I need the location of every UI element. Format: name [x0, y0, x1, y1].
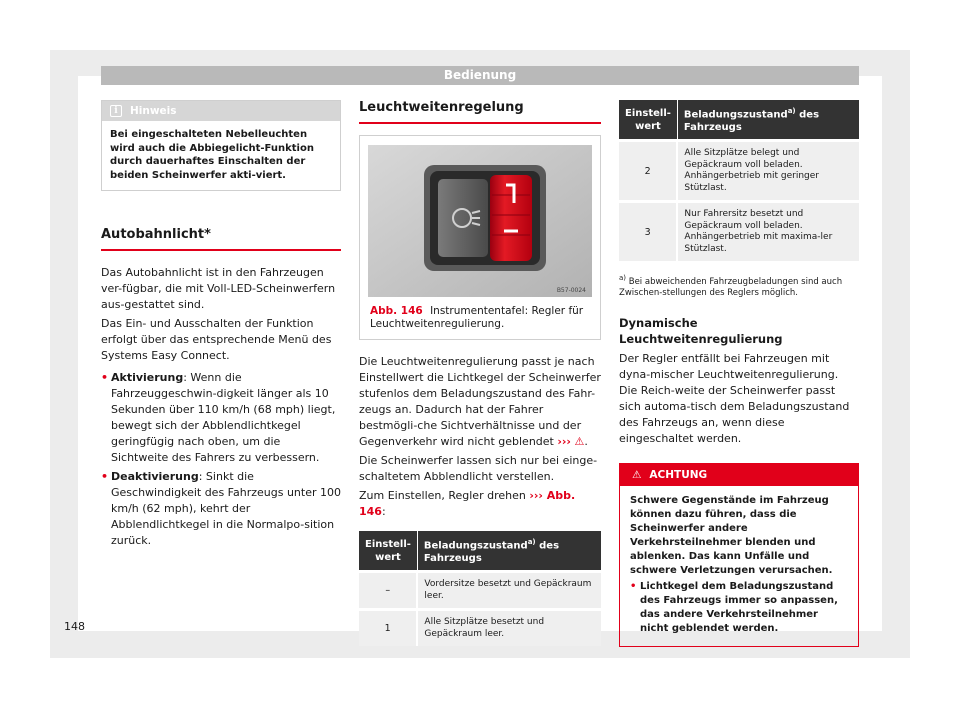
table-head-load	[417, 531, 601, 572]
warning-text2: Lichtkegel dem Beladungszustand des Fahrzeugs immer so anpassen, das andere Verkehrsteilnehmer nicht geblendet werden.	[640, 581, 838, 635]
table-cell-text: Vordersitze besetzt und Gepäckraum leer.	[417, 572, 601, 610]
bullet-deactivation-label: Deaktivierung	[111, 470, 199, 483]
table-header-row	[359, 531, 601, 572]
table-head-load-text: Beladungszustand	[683, 109, 788, 121]
figure-caption-text: Instrumententafel: Regler für Leuchtweitenregulierung.	[370, 305, 584, 330]
autobahn-para2: Das Ein- und Ausschalten der Funktion erfolgt über das entsprechende Menü des Systems Easy Connect.	[101, 317, 332, 362]
table-head-load	[677, 100, 859, 141]
warning-box	[619, 463, 859, 647]
load-table-part1	[359, 531, 601, 646]
autobahn-title: Autobahnlicht*	[101, 227, 341, 251]
leucht-para3	[359, 488, 601, 520]
table-head-load-end: des Fahrzeugs	[683, 109, 820, 134]
page-number: 148	[64, 620, 85, 633]
figure-code: B57-0024	[556, 287, 586, 294]
figure-label: Abb. 146	[370, 305, 423, 317]
note-text: Bei eingeschalteten Nebelleuchten wird auch die Abbiegelicht-Funktion durch dauerhaftes Einschalten der beiden Scheinwerfer akti-viert.	[110, 129, 314, 181]
dynamic-title: Dynamische Leuchtweitenregulierung	[619, 316, 783, 347]
table-head-load-text: Beladungszustand	[423, 540, 528, 552]
figure-caption	[360, 297, 600, 339]
table-header-row	[619, 100, 859, 141]
warning-bullet	[630, 580, 848, 636]
bullet-deactivation-text: : Sinkt die Geschwindigkeit des Fahrzeugs unter 100 km/h (62 mph), kehrt der Abblendlichtkegel in die Normalpo-sition zurück.	[111, 470, 341, 547]
bullet-deactivation	[101, 469, 341, 549]
table-cell-value: 3	[619, 202, 677, 262]
load-table-part2	[619, 100, 859, 261]
footnote-text: Bei abweichenden Fahrzeugbeladungen sind auch Zwischen-stellungen des Reglers möglich.	[619, 277, 843, 299]
table-cell-text: Alle Sitzplätze besetzt und Gepäckraum leer.	[417, 610, 601, 647]
figure-ref-link[interactable]: ››› Abb. 146	[359, 489, 576, 518]
table-head-sup: a)	[787, 107, 796, 115]
column-middle	[359, 100, 601, 646]
leucht-para3-text: Zum Einstellen, Regler drehen	[359, 489, 526, 502]
figure-image	[368, 145, 592, 297]
section-header: Bedienung	[101, 66, 859, 85]
table-head-value: Einstell-wert	[359, 531, 417, 572]
leucht-para2: Die Scheinwerfer lassen sich nur bei einge-schaltetem Abblendlicht verstellen.	[359, 454, 598, 483]
figure-146	[359, 135, 601, 340]
table-head-value: Einstell-wert	[619, 100, 677, 141]
warning-body	[620, 486, 858, 646]
warning-header	[620, 464, 858, 486]
ref-arrows[interactable]: ›››	[557, 435, 571, 448]
footnote-mark: a)	[619, 274, 627, 283]
table-row	[359, 572, 601, 610]
bullet-activation-label: Aktivierung	[111, 371, 184, 384]
leucht-title: Leuchtweitenregelung	[359, 100, 601, 124]
warning-title: ACHTUNG	[649, 469, 708, 482]
leucht-para1-end: .	[584, 435, 588, 448]
table-cell-value: –	[359, 572, 417, 610]
table-row	[619, 202, 859, 262]
leucht-para1-text: Die Leuchtweitenregulierung passt je nach Einstellwert die Lichtkegel der Scheinwerfer stufenlos dem Beladungszustand des Fahr-zeugs an. Dadurch hat der Fahrer bestmögli-che Sichtverhältnisse und der Gegenverkehr wird nicht geblendet	[359, 355, 601, 448]
note-box	[101, 100, 341, 191]
headlight-regulator-illustration	[368, 145, 592, 297]
table-cell-value: 2	[619, 141, 677, 202]
bullet-activation	[101, 370, 341, 466]
table-footnote	[619, 273, 859, 299]
warning-text1: Schwere Gegenstände im Fahrzeug können dazu führen, dass die Scheinwerfer andere Verkehrsteilnehmer blenden und ablenken. Das kann Unfälle und schwere Verletzungen verursachen.	[630, 495, 833, 577]
note-title: Hinweis	[130, 105, 177, 117]
table-cell-value: 1	[359, 610, 417, 647]
info-icon: i	[110, 105, 122, 117]
leucht-para1	[359, 354, 601, 450]
leucht-para3-end: :	[381, 505, 386, 518]
warning-triangle-icon: ⚠	[574, 435, 585, 448]
table-cell-text: Alle Sitzplätze belegt und Gepäckraum voll beladen. Anhängerbetrieb mit geringer Stützlast.	[677, 141, 859, 202]
note-header	[102, 101, 340, 121]
bullet-activation-text: : Wenn die Fahrzeuggeschwin-digkeit länger als 10 Sekunden über 110 km/h (68 mph) liegt, bewegt sich der Abblendlichtkegel geringfügig nach oben, um die Sichtweite des Fahrers zu verbessern.	[111, 371, 336, 464]
table-row	[619, 141, 859, 202]
table-row	[359, 610, 601, 647]
table-head-load-end: des Fahrzeugs	[423, 540, 560, 565]
column-left	[101, 100, 341, 549]
dynamic-text: Der Regler entfällt bei Fahrzeugen mit dyna-mischer Leuchtweitenregulierung. Die Reich-weite der Scheinwerfer passt sich automa-tisch dem Beladungszustand des Fahrzeugs an, wenn diese eingeschaltet werden.	[619, 352, 850, 446]
warning-icon: ⚠	[632, 469, 642, 482]
autobahn-para1: Das Autobahnlicht ist in den Fahrzeugen ver-fügbar, die mit Voll-LED-Scheinwerfern aus-gestattet sind.	[101, 266, 336, 311]
table-head-sup: a)	[527, 538, 536, 546]
column-right	[619, 100, 859, 647]
table-cell-text: Nur Fahrersitz besetzt und Gepäckraum voll beladen. Anhängerbetrieb mit maxima-ler Stützlast.	[677, 202, 859, 262]
